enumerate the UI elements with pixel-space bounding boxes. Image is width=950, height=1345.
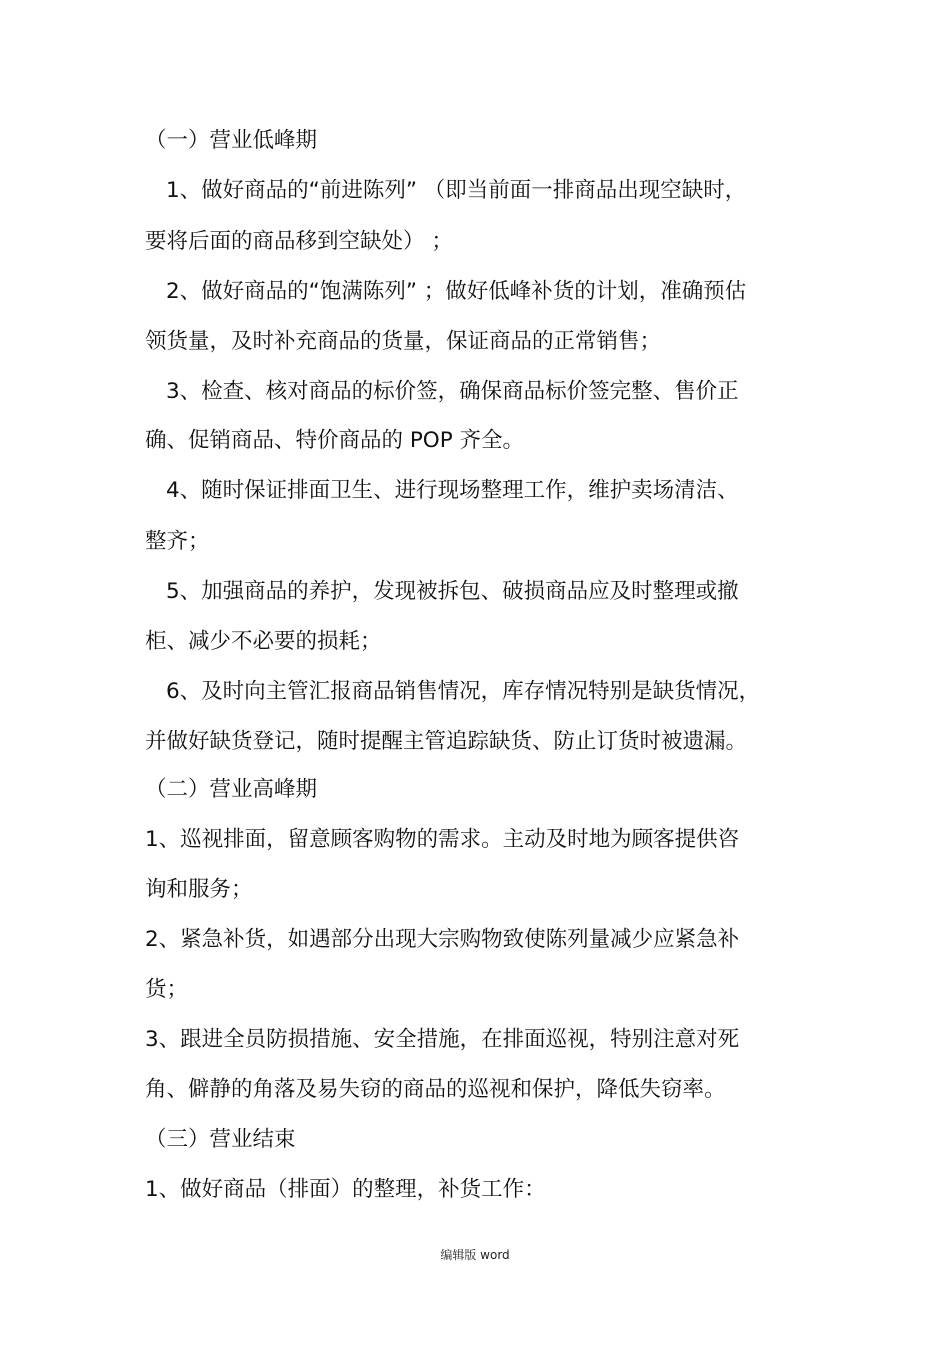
paragraph-line: 6、及时向主管汇报商品销售情况，库存情况特别是缺货情况， [166, 679, 761, 704]
paragraph-line: 1、做好商品（排面）的整理，补货工作： [145, 1177, 546, 1202]
paragraph-line: 3、跟进全员防损措施、安全措施，在排面巡视，特别注意对死 [145, 1027, 740, 1052]
paragraph-line: 货； [145, 977, 189, 1002]
paragraph-line: 4、随时保证排面卫生、进行现场整理工作，维护卖场清洁、 [166, 478, 739, 503]
section-heading-peak: （二）营业高峰期 [145, 777, 318, 802]
section-heading-low-peak: （一）营业低峰期 [145, 128, 318, 153]
paragraph-line: 2、做好商品的“饱满陈列” ；做好低峰补货的计划，准确预估 [166, 279, 747, 304]
paragraph-line: 柜、减少不必要的损耗； [145, 629, 382, 654]
paragraph-line: 并做好缺货登记，随时提醒主管追踪缺货、防止订货时被遗漏。 [145, 729, 748, 754]
paragraph-line: 领货量，及时补充商品的货量，保证商品的正常销售； [145, 329, 662, 354]
paragraph-line: 1、做好商品的“前进陈列” （即当前面一排商品出现空缺时， [166, 178, 747, 203]
paragraph-line: 确、促销商品、特价商品的 POP 齐全。 [145, 428, 525, 453]
paragraph-line: 整齐； [145, 529, 210, 554]
paragraph-line: 询和服务； [145, 877, 253, 902]
section-heading-closing: （三）营业结束 [145, 1127, 296, 1152]
paragraph-line: 2、紧急补货，如遇部分出现大宗购物致使陈列量减少应紧急补 [145, 927, 740, 952]
paragraph-line: 1、巡视排面，留意顾客购物的需求。主动及时地为顾客提供咨 [145, 827, 740, 852]
page-footer: 编辑版 word [440, 1248, 510, 1262]
paragraph-line: 3、检查、核对商品的标价签，确保商品标价签完整、售价正 [166, 379, 739, 404]
paragraph-line: 要将后面的商品移到空缺处） ； [145, 229, 453, 254]
paragraph-line: 角、僻静的角落及易失窃的商品的巡视和保护，降低失窃率。 [145, 1077, 726, 1102]
paragraph-line: 5、加强商品的养护，发现被拆包、破损商品应及时整理或撤 [166, 579, 739, 604]
